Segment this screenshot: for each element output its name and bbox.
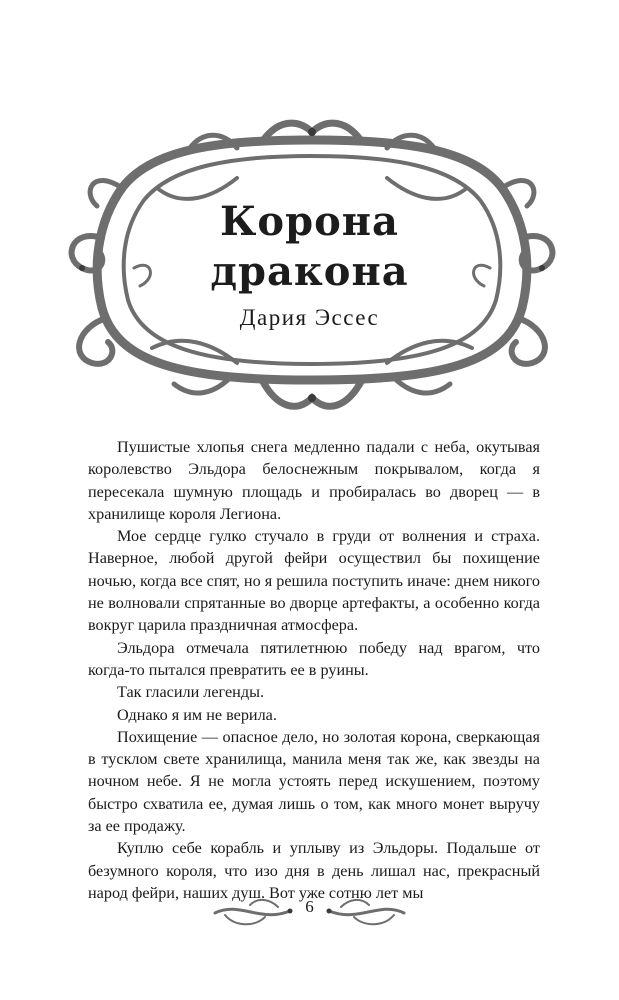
book-title-line2: дракона <box>210 248 409 295</box>
paragraph: Пушистые хлопья снега медленно падали с неба, окутывая королевство Эльдора белоснежным покрывалом, когда я пересекала шумную площадь и пробиралась во дворец — в хранилище короля Легиона. <box>88 438 540 523</box>
paragraph: Так гласили легенды. <box>117 683 264 702</box>
book-author: Дария Эссес <box>239 305 380 330</box>
paragraph: Мое сердце гулко стучало в груди от волнения и страха. Наверное, любой другой фейри осуществил бы похищение ночью, когда все спят, но я решила поступить иначе: днем никого не волновали спрятанные во дворце артефакты, а особенно когда вокруг царила праздничная атмосфера. <box>88 527 540 635</box>
body-text <box>88 436 540 904</box>
paragraph: Однако я им не верила. <box>117 705 277 724</box>
book-title-line1: Корона <box>220 198 399 245</box>
paragraph: Эльдора отмечала пятилетнюю победу над врагом, что когда-то пытался превратить ее в руины. <box>88 638 540 679</box>
page-number: 6 <box>305 897 314 916</box>
paragraph: Похищение — опасное дело, но золотая корона, сверкающая в тусклом свете хранилища, манила меня так же, как звезды на ночном небе. Я не могла устоять перед искушением, поэтому быстро схватила ее, думая лишь о том, как много монет выручу за ее продажу. <box>88 727 540 836</box>
paragraph: Куплю себе корабль и уплыву из Эльдоры. Подальше от безумного короля, что изо дня в день лишал нас, прекрасный народ фейри, наших душ. Вот уже сотню лет мы <box>88 839 540 902</box>
